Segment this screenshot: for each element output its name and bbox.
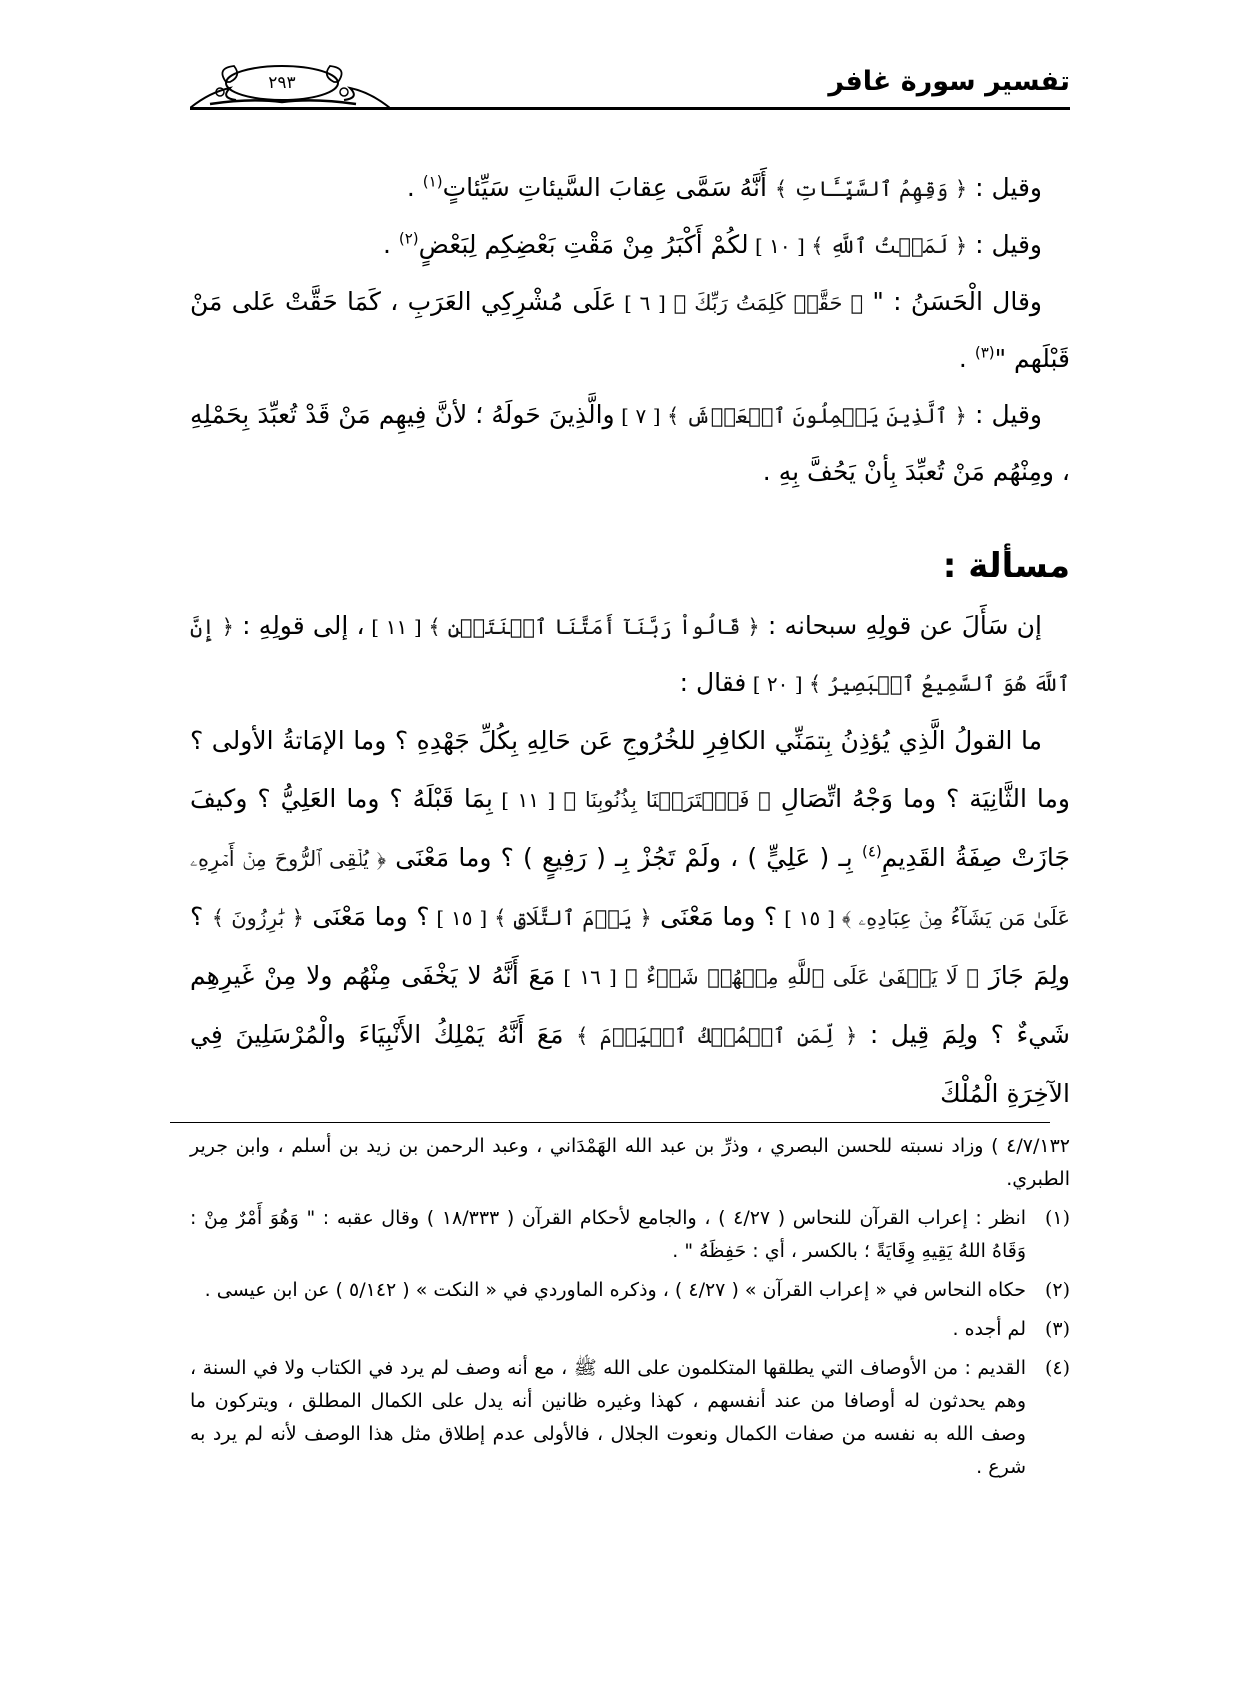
footnote xyxy=(190,1274,1070,1307)
page-header xyxy=(190,58,1070,118)
footnote-marker[interactable]: (٣) xyxy=(974,343,995,362)
question-segment: ؟ وما مَعْنَى xyxy=(651,902,778,931)
footnote-number: (٤) xyxy=(1044,1357,1070,1379)
verse-reference: [ ١٥ ] xyxy=(429,906,495,930)
verse-reference: [ ٧ ] xyxy=(614,404,668,428)
footnote-marker[interactable]: (٢) xyxy=(398,229,419,248)
quran-quote: ﴿ لَا يَخۡفَىٰ عَلَى ٱللَّهِ مِنۡهُمۡ شَيۡءٌ ﴾ xyxy=(625,965,979,989)
paragraph xyxy=(190,387,1070,500)
quran-quote: ﴿ يَوۡمَ ٱلتَّلَاقِ ﴾ xyxy=(494,906,652,930)
page-number: ٢٩٣ xyxy=(268,73,296,93)
paragraph-text: لكُمْ أَكْبَرُ مِنْ مَقْتِ بَعْضِكِم لِبَعْضٍ xyxy=(418,230,749,259)
footnote-text: القديم : من الأوصاف التي يطلقها المتكلمون على الله ﷺ ، مع أنه وصف لم يرد في الكتاب ولا في السنة ، وهم يحدثون له أوصافا من عند أنفسهم ، كهذا وغيره ظانين أنه يدل على الكمال المطلق ، ويتركون ما وصف الله به نفسه من صفات الكمال ونعوت الجلال ، فالأولى عدم إطلاق مثل هذا الوصف لأنه لم يرد به شرع . xyxy=(190,1357,1026,1478)
paragraph-text: أَنَّهُ سَمَّى عِقابَ السَّيئاتِ سَيِّئاتٍ xyxy=(442,173,775,202)
question-segment: ما القولُ الَّذِي يُؤذِنُ بِتمَنِّي الكافِرِ للخُرُوجِ عَن حَالِهِ بِكُلِّ جَهْدِهِ ؟ وما الإمَاتةُ الأولى ؟ وما الثَّانِيَة ؟ وما وَجْهُ اتِّصَالِ xyxy=(190,726,1070,813)
footnote-separator xyxy=(170,1122,1050,1123)
quran-quote: ﴿ إِنَّ ٱللَّهَ هُوَ ٱلسَّمِيعُ ٱلۡبَصِيرُ ﴾ xyxy=(190,615,1070,696)
footnote xyxy=(190,1313,1070,1346)
footnote-continuation: ٤/٧/١٣٢ ) وزاد نسبته للحسن البصري ، وذرِّ بن عبد الله الهَمْدَاني ، وعبد الرحمن بن زيد بن أسلم ، وابن جرير الطبري. xyxy=(190,1135,1070,1190)
quran-quote: ﴿ قَالُواْ رَبَّنَآ أَمَتَّنَا ٱثۡنَتَيۡنِ ﴾ xyxy=(428,615,760,639)
question-intro xyxy=(190,598,1070,712)
paragraph-lead: وقيل : xyxy=(967,173,1042,202)
footnote-number: (٢) xyxy=(1044,1279,1070,1301)
quran-quote: ﴿ وَقِهِمُ ٱلسَّيِّـَٔاتِ ﴾ xyxy=(774,177,968,201)
verse-reference: [ ١١ ] xyxy=(492,788,564,812)
question-segment: بِمَا قَبْلَهُ ؟ وما العَلِيُّ ؟ وكيفَ جَازَتْ صِفَةُ القَدِيمِ xyxy=(190,784,1071,872)
paragraph xyxy=(190,274,1070,387)
verse-reference: [ ٦ ] xyxy=(616,291,674,315)
footnote-text: لم أجده . xyxy=(952,1318,1026,1340)
verse-reference: [ ١١ ] xyxy=(364,615,429,639)
paragraph-lead: وقيل : xyxy=(966,400,1042,429)
paragraph-lead: وقيل : xyxy=(967,230,1042,259)
footnote-number: (١) xyxy=(1044,1207,1070,1229)
paragraph xyxy=(190,217,1070,274)
footnote-text: انظر : إعراب القرآن للنحاس ( ٤/٢٧ ) ، والجامع لأحكام القرآن ( ١٨/٣٣٣ ) وقال عقبه : " وَهُوَ أَمْرٌ مِنْ : وَقَاهُ اللهُ يَقِيهِ وِقَايَةً ؛ بالكسر ، أي : حَفِظَهُ " . xyxy=(190,1207,1027,1262)
question-segment: مَعَ أَنَّهُ يَمْلِكُ الأَنْبِيَاءَ والْمُرْسَلِينَ فِي الآخِرَةِ الْمُلْكَ xyxy=(190,1020,1070,1108)
verse-reference: [ ١٥ ] xyxy=(777,906,842,930)
quran-quote: ﴿ لَمَقۡتُ ٱللَّهِ ﴾ xyxy=(811,234,968,258)
punctuation: . xyxy=(382,230,399,259)
question-segment: ؟ ولِمَ جَازَ xyxy=(190,902,1070,990)
verse-reference: [ ١٦ ] xyxy=(555,965,625,989)
quran-quote: ﴿ حَقَّتۡ كَلِمَتُ رَبِّكَ ﴾ xyxy=(673,291,864,315)
intro-text: ، إلى قولِهِ : xyxy=(233,611,365,640)
paragraph-text: والَّذِينَ حَولَهُ ؛ لأنَّ فِيهِم مَنْ قَدْ تُعبِّدَ بِحَمْلِهِ ، ومِنْهُم مَنْ تُعبِّدَ بِأنْ يَحُفَّ بِهِ . xyxy=(190,400,1070,486)
footnote-marker[interactable]: (٤) xyxy=(861,842,882,861)
paragraph-lead: وقال الْحَسَنُ : " xyxy=(863,287,1042,316)
question-block xyxy=(190,540,1070,1123)
paragraph xyxy=(190,160,1070,217)
footnote xyxy=(190,1352,1070,1484)
quran-quote: ﴿ فَٱعۡتَرَفۡنَا بِذُنُوبِنَا ﴾ xyxy=(563,788,771,812)
footnote xyxy=(190,1202,1070,1268)
paragraph-text: عَلَى مُشْرِكِي العَرَبِ ، كَمَا حَقَّتْ عَلى مَنْ قَبْلَهم " xyxy=(190,287,1070,373)
running-title: تفسير سورة غافر xyxy=(828,66,1070,97)
punctuation: . xyxy=(958,344,975,373)
question-segment: بِـ ( عَلِيٍّ ) ، ولَمْ تَجُزْ بِـ ( رَفِيعٍ ) ؟ وما مَعْنَى xyxy=(386,843,862,872)
header-rule xyxy=(190,107,1070,110)
footnotes xyxy=(190,1130,1070,1490)
footnote-text: حكاه النحاس في « إعراب القرآن » ( ٤/٢٧ ) ، وذكره الماوردي في « النكت » ( ٥/١٤٢ ) عن ابن عيسى . xyxy=(204,1279,1026,1301)
quran-quote: ﴿ يُلۡقِى ٱلرُّوحَ مِنۡ أَمۡرِهِۦ عَلَىٰ مَن يَشَآءُ مِنۡ عِبَادِهِۦ ﴾ xyxy=(190,847,1070,930)
quran-quote: ﴿ لِّمَنِ ٱلۡمُلۡكُ ٱلۡيَوۡمَ ﴾ xyxy=(576,1024,858,1048)
footnote-number: (٣) xyxy=(1044,1318,1070,1340)
verse-reference: [ ١٠ ] xyxy=(748,234,812,258)
question-segment: ؟ وما مَعْنَى xyxy=(303,902,430,931)
question-segment: مَعَ أَنَّهُ لا يَخْفَى مِنْهُم ولا مِنْ غَيرِهِم شَيءٌ ؟ ولِمَ قِيل : xyxy=(190,961,1070,1049)
verse-reference: [ ٢٠ ] xyxy=(746,672,809,696)
quran-quote: ﴿ بَٰرِزُونَ ﴾ xyxy=(211,906,304,930)
punctuation: . xyxy=(406,173,423,202)
intro-text: إن سَأَلَ عن قولِهِ سبحانه : xyxy=(759,611,1042,640)
section-title: مسألة : xyxy=(942,546,1070,586)
intro-text: فقال : xyxy=(679,668,747,697)
quran-quote: ﴿ ٱلَّذِينَ يَحۡمِلُونَ ٱلۡعَرۡشَ ﴾ xyxy=(667,404,967,428)
commentary-block xyxy=(190,160,1070,500)
footnote-marker[interactable]: (١) xyxy=(422,172,443,191)
question-text xyxy=(190,712,1070,1123)
